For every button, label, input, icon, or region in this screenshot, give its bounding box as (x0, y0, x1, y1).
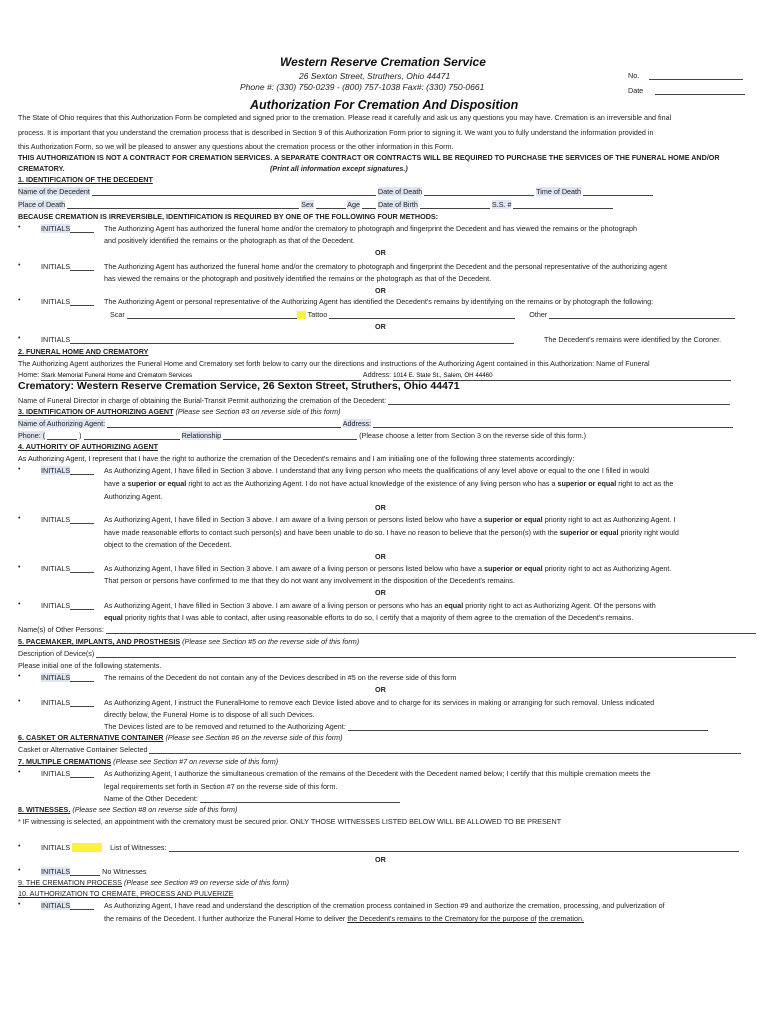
section-9-heading: 9. THE CREMATION PROCESS (18, 878, 122, 887)
section-6-note: (Please see Section #6 on the reverse side of this form) (165, 733, 343, 742)
section-5-heading-row (18, 637, 359, 646)
or-divider: OR (375, 286, 386, 295)
initials-label: INITIALS (41, 698, 71, 707)
intro-line-1: The State of Ohio requires that this Authorization Form be completed and signed prior to the cremation. Please read it carefully and ask us any questions you may have. Cremation is an irreversible and final (18, 113, 672, 122)
intro-line-3: this Authorization Form, so we will be pleased to answer any questions about the cremation process or the other information in this Form. (18, 142, 454, 151)
section-3-heading: 3. IDENTIFICATION OF AUTHORIZING AGENT (18, 407, 174, 416)
time-of-death-field[interactable] (583, 187, 653, 196)
text-underlined-segment: the Decedent's remains to the Crematory for the purpose of (347, 914, 537, 923)
authority-3-text-b: That person or persons have confirmed to me that they do not want any involvement in the disposition of the Decedent's remains. (104, 576, 515, 585)
device-1-text: The remains of the Decedent do not contain any of the Devices described in #5 on the reverse side of this form (104, 673, 457, 682)
multiple-cremation-text-b: legal requirements set forth in Section #7 on the reverse side of this form. (104, 782, 338, 791)
authority-2-text-a (104, 515, 675, 524)
text-bold-segment: superior or equal (127, 479, 187, 488)
authority-2-initials (41, 515, 94, 524)
device-return-field[interactable] (348, 722, 708, 731)
scar-highlight-field[interactable] (297, 311, 306, 319)
text-segment: priority right would (620, 528, 679, 537)
section-9-heading-row (18, 878, 289, 887)
funeral-home-label: Home: (18, 370, 40, 379)
no-witnesses-row (41, 867, 147, 876)
agent-phone-label: Phone: ( (18, 431, 46, 440)
form-number-label: No. (628, 71, 640, 80)
authority-4-initials (41, 601, 94, 610)
other-decedent-row (104, 794, 754, 803)
authority-3-text-a (104, 564, 671, 573)
device-return-label: The Devices listed are to be removed and returned to the Authorizing Agent: (104, 722, 346, 731)
text-underlined-segment: the cremation. (538, 914, 585, 923)
form-number-field[interactable] (649, 71, 743, 80)
section-8-note: (Please see Section #8 on reverse side of this form) (72, 805, 238, 814)
scar-label: Scar (110, 310, 125, 319)
section-2-heading: 2. FUNERAL HOME AND CREMATORY (18, 347, 149, 356)
method-2-text-a: The Authorizing Agent has authorized the funeral home and/or the crematory to photograph and fingerprint the Decedent and the personal representative of the authorizing agent (104, 262, 667, 271)
funeral-director-field[interactable] (388, 396, 730, 405)
intro-line-2: process. It is important that you understand the cremation process that is described in Section 9 of this Authorization Form prior to signing it. We want you to fully understand the information provided in (18, 128, 654, 137)
initials-label: INITIALS (41, 901, 71, 910)
agent-phone-paren: ) (79, 431, 82, 440)
funeral-director-label: Name of Funeral Director in charge of obtaining the Burial-Transit Permit authorizing the cremation of the Decedent: (18, 396, 387, 405)
decedent-name-field[interactable] (92, 187, 376, 196)
company-phones: Phone #: (330) 750-0239 - (800) 757-1038 Fax#: (330) 750-0661 (240, 82, 485, 92)
agent-address-field[interactable] (373, 419, 733, 428)
authority-intro: As Authorizing Agent, I represent that I have the right to authorize the cremation of the Decedent's remains and I am initialing one of the following three statements accordingly: (18, 454, 575, 463)
bullet-icon: • (18, 335, 21, 342)
bullet-icon: • (18, 224, 21, 231)
initials-label: INITIALS (41, 297, 71, 306)
text-bold-segment: superior or equal (483, 515, 543, 524)
method-3-text: The Authorizing Agent or personal representative of the Authorizing Agent has identified the Decedent's remains by identifying on the remains or by photograph the following: (104, 297, 654, 306)
casket-label: Casket or Alternative Container Selected (18, 745, 148, 754)
other-decedent-label: Name of the Other Decedent: (104, 794, 198, 803)
section-9-note: (Please see Section #9 on reverse side of this form) (123, 878, 289, 887)
intro-line-4: THIS AUTHORIZATION IS NOT A CONTRACT FOR CREMATION SERVICES. A SEPARATE CONTRACT OR CONTRACTS WILL BE REQUIRED TO PURCHASE THE SERVICES OF THE FUNERAL HOME AND/OR (18, 153, 720, 162)
date-of-death-field[interactable] (424, 187, 534, 196)
form-date-field[interactable] (655, 86, 745, 95)
multiple-cremation-initials (41, 769, 94, 778)
device-2-text-b: directly below, the Funeral Home is to dispose of all such Devices. (104, 710, 315, 719)
casket-row (18, 745, 758, 754)
casket-field[interactable] (149, 745, 741, 754)
initials-field[interactable] (70, 769, 94, 778)
other-persons-label: Name(s) of Other Persons: (18, 625, 104, 634)
section-10-heading: 10. AUTHORIZATION TO CREMATE, PROCESS AND PULVERIZE (18, 889, 234, 898)
text-segment: As Authorizing Agent, I have filled in Section 3 above. I am aware of a living person or persons listed below who have a (104, 515, 482, 524)
section-7-heading-row (18, 757, 278, 766)
initials-label: INITIALS (41, 673, 71, 682)
authorization-initials (41, 901, 94, 910)
initials-label: INITIALS (41, 867, 71, 876)
intro-line-5b: (Print all information except signatures.) (270, 164, 408, 173)
bullet-icon: • (18, 601, 21, 608)
agent-phone-field[interactable] (84, 431, 180, 440)
agent-row-2 (18, 431, 758, 440)
funeral-home-value: Stark Memorial Funeral Home and Crematorn Services (41, 372, 193, 379)
initials-field[interactable] (70, 564, 94, 573)
initials-field[interactable] (70, 901, 94, 910)
other-label: Other (529, 310, 548, 319)
device-1-initials (41, 673, 94, 682)
relationship-field[interactable] (223, 431, 357, 440)
witness-warning: * IF witnessing is selected, an appointment with the crematory must be secured prior. ONLY THOSE WITNESSES LISTED BELOW WILL BE ALLOWED TO BE PRESENT (18, 817, 562, 826)
initials-field[interactable] (70, 867, 100, 876)
device-description-row (18, 649, 758, 658)
form-date (628, 86, 745, 95)
decedent-row-2 (18, 200, 758, 209)
initials-label: INITIALS (41, 515, 71, 524)
or-divider: OR (375, 503, 386, 512)
sex-label: Sex (301, 200, 314, 209)
agent-phone-area-field[interactable] (47, 431, 77, 440)
initials-label: INITIALS (41, 564, 71, 573)
place-of-death-label: Place of Death (18, 200, 66, 209)
or-divider: OR (375, 552, 386, 561)
place-of-death-field[interactable] (67, 200, 299, 209)
method-1-initials (41, 224, 94, 233)
bullet-icon: • (18, 843, 21, 850)
device-2-text-a: As Authorizing Agent, I instruct the FuneralHome to remove each Device listed above and to charge for its services in making or arranging for such removal. Unless indicated (104, 698, 655, 707)
text-segment: priority rights that I was able to contact, after using reasonable efforts to do so, I certify that a majority of them agree to the cremation of the Decedent's remains. (124, 613, 634, 622)
other-decedent-field[interactable] (200, 794, 400, 803)
crematory-line: Crematory: Western Reserve Cremation Service, 26 Sexton Street, Struthers, Ohio 44471 (18, 380, 460, 392)
text-segment: the remains of the Decedent. I further authorize the Funeral Home to deliver (104, 914, 346, 923)
date-of-birth-field[interactable] (420, 200, 490, 209)
method-4-initials (41, 335, 514, 344)
witness-list-field[interactable] (169, 843, 739, 852)
section-7-heading: 7. MULTIPLE CREMATIONS (18, 757, 112, 766)
or-divider: OR (375, 588, 386, 597)
decedent-row-1 (18, 187, 758, 196)
text-bold-segment: superior or equal (557, 479, 617, 488)
bullet-icon: • (18, 564, 21, 571)
text-segment: right to act as the (618, 479, 674, 488)
or-divider: OR (375, 322, 386, 331)
text-segment: have a (104, 479, 126, 488)
funeral-address-value: 1014 E. State St., Salem, OH 44460 (393, 372, 493, 379)
authority-2-text-c: object to the cremation of the Decedent. (104, 540, 232, 549)
bullet-icon: • (18, 901, 21, 908)
intro-line-5a: CREMATORY. (18, 164, 65, 173)
device-initial-note: Please initial one of the following statements. (18, 661, 162, 670)
section-3-heading-row (18, 407, 340, 416)
bullet-icon: • (18, 673, 21, 680)
witness-list-row (41, 843, 756, 852)
section-8-heading: 8. WITNESSES. (18, 805, 71, 814)
section-4-heading: 4. AUTHORITY OF AUTHORIZING AGENT (18, 442, 159, 451)
funeral-home-text: The Authorizing Agent authorizes the Funeral Home and Crematory set forth below to carry our the directions and instructions of the Authorizing Agent contained in this Authorization: Name of Funeral (18, 359, 650, 368)
bullet-icon: • (18, 698, 21, 705)
section-6-heading-row (18, 733, 342, 742)
initials-label: INITIALS (41, 224, 71, 233)
section-6-heading: 6. CASKET OR ALTERNATIVE CONTAINER (18, 733, 164, 742)
initials-field[interactable] (72, 843, 102, 852)
authority-1-text-b (104, 479, 673, 488)
initials-label: INITIALS (41, 843, 71, 852)
other-persons-field[interactable] (106, 625, 756, 634)
device-return-row (104, 722, 754, 731)
age-label: Age (347, 200, 360, 209)
or-divider: OR (375, 685, 386, 694)
or-divider: OR (375, 855, 386, 864)
text-bold-segment: equal (444, 601, 464, 610)
text-segment: priority right to act as Authorizing Agent. (544, 564, 672, 573)
initials-field[interactable] (70, 673, 94, 682)
device-2-initials (41, 698, 94, 707)
authority-1-initials (41, 466, 94, 475)
initials-field[interactable] (70, 297, 94, 306)
bullet-icon: • (18, 867, 21, 874)
text-segment: As Authorizing Agent, I have filled in Section 3 above. I am aware of a living person or persons listed below who have a (104, 564, 482, 573)
method-1-text-a: The Authorizing Agent has authorized the funeral home and/or the crematory to photograph and fingerprint the Decedent and has viewed the remains or the photograph (104, 224, 638, 233)
funeral-address-label: Address: (362, 370, 392, 379)
agent-name-label: Name of Authorizing Agent: (18, 419, 106, 428)
agent-address-label: Address: (342, 419, 372, 428)
section-7-note: (Please see Section #7 on reverse side of this form) (113, 757, 279, 766)
section-5-heading: 5. PACEMAKER, IMPLANTS, AND PROSTHESIS (18, 637, 181, 646)
section-3-note: (Please see Section #3 on reverse side of this form) (175, 407, 341, 416)
initials-label: INITIALS (41, 262, 71, 271)
form-number (628, 71, 743, 80)
device-description-label: Description of Device(s) (18, 649, 95, 658)
initials-label: INITIALS (41, 466, 71, 475)
authority-2-text-b (104, 528, 679, 537)
initials-field[interactable] (70, 601, 94, 610)
text-bold-segment: superior or equal (483, 564, 543, 573)
multiple-cremation-text-a: As Authorizing Agent, I authorize the simultaneous cremation of the remains of the Decedent with the Decedent named below; I certify that this multiple cremation meets the (104, 769, 651, 778)
ss-number-field[interactable] (513, 200, 613, 209)
device-description-field[interactable] (96, 649, 736, 658)
text-bold-segment: superior or equal (559, 528, 619, 537)
initials-field[interactable] (70, 698, 94, 707)
company-address: 26 Sexton Street, Struthers, Ohio 44471 (299, 71, 451, 81)
bullet-icon: • (18, 262, 21, 269)
text-bold-segment: equal (104, 613, 123, 622)
initials-field[interactable] (70, 335, 514, 344)
method-4-text: The Decedent's remains were identified by the Coroner. (544, 335, 722, 344)
bullet-icon: • (18, 515, 21, 522)
other-field[interactable] (549, 310, 735, 319)
section-1-heading: 1. IDENTIFICATION OF THE DECEDENT (18, 175, 153, 184)
initials-field[interactable] (70, 224, 94, 233)
or-divider: OR (375, 248, 386, 257)
initials-label: INITIALS (41, 335, 71, 344)
time-of-death-label: Time of Death (536, 187, 582, 196)
bullet-icon: • (18, 466, 21, 473)
text-segment: As Authorizing Agent, I have filled in Section 3 above. I am aware of a living person or persons who has an (104, 601, 443, 610)
initials-field[interactable] (70, 466, 94, 475)
authority-4-text-b (104, 613, 633, 622)
method-3-initials (41, 297, 94, 306)
scar-field[interactable] (127, 310, 297, 319)
authority-4-text-a (104, 601, 656, 610)
decedent-name-label: Name of the Decedent (18, 187, 90, 196)
section-5-note: (Please see Section #5 on the reverse side of this form) (182, 637, 360, 646)
date-of-death-label: Date of Death (377, 187, 423, 196)
authorization-text-a: As Authorizing Agent, I have read and understand the description of the cremation process contained in Section #9 and authorize the cremation, processing, and pulverization of (104, 901, 665, 910)
relationship-note: (Please choose a letter from Section 3 on the reverse side of this form.) (359, 431, 587, 440)
form-title: Authorization For Cremation And Disposition (250, 98, 519, 112)
initials-label: INITIALS (41, 769, 71, 778)
ss-number-label: S.S. # (491, 200, 512, 209)
bullet-icon: • (18, 769, 21, 776)
agent-name-field[interactable] (107, 419, 341, 428)
tattoo-label: Tattoo (307, 310, 328, 319)
witness-list-label: List of Witnesses: (110, 843, 167, 852)
method-2-text-b: has viewed the remains or the photograph and positively identified the remains or the photograph as that of the Decedent. (104, 274, 492, 283)
bullet-icon: • (18, 297, 21, 304)
text-segment: right to act as the Authorizing Agent. I do not have actual knowledge of the existence of any living person who has a (188, 479, 556, 488)
no-witnesses-label: No Witnesses (102, 867, 147, 876)
authority-1-text-a: As Authorizing Agent, I have filled in Section 3 above. I understand that any living person who meets the qualifications of any level above or equal to the one I filled in would (104, 466, 649, 475)
sex-field[interactable] (316, 200, 346, 209)
relationship-label: Relationship (181, 431, 222, 440)
method-2-initials (41, 262, 94, 271)
company-name: Western Reserve Cremation Service (280, 55, 486, 69)
text-segment: priority right to act as Authorizing Agent. Of the persons with (465, 601, 656, 610)
initials-field[interactable] (70, 262, 94, 271)
initials-field[interactable] (70, 515, 94, 524)
text-segment: have made reasonable efforts to contact such person(s) and have been unable to do so. I have no reason to believe that the person(s) with the (104, 528, 558, 537)
method-1-text-b: and positively identified the remains or the photograph as that of the Decedent. (104, 236, 355, 245)
date-of-birth-label: Date of Birth (377, 200, 418, 209)
identification-note: BECAUSE CREMATION IS IRREVERSIBLE, IDENTIFICATION IS REQUIRED BY ONE OF THE FOLLOWING FOUR METHODS: (18, 212, 439, 221)
age-field[interactable] (362, 200, 376, 209)
authority-1-text-c: Authorizing Agent. (104, 492, 163, 501)
section-8-heading-row (18, 805, 237, 814)
agent-row-1 (18, 419, 758, 428)
funeral-director-row (18, 396, 758, 405)
identifying-marks-row (110, 310, 750, 319)
tattoo-field[interactable] (329, 310, 515, 319)
other-persons-row (18, 625, 758, 634)
initials-label: INITIALS (41, 601, 71, 610)
authorization-text-b (104, 914, 584, 923)
form-date-label: Date (628, 86, 644, 95)
text-segment: priority right to act as Authorizing Agent. I (544, 515, 676, 524)
authority-3-initials (41, 564, 94, 573)
